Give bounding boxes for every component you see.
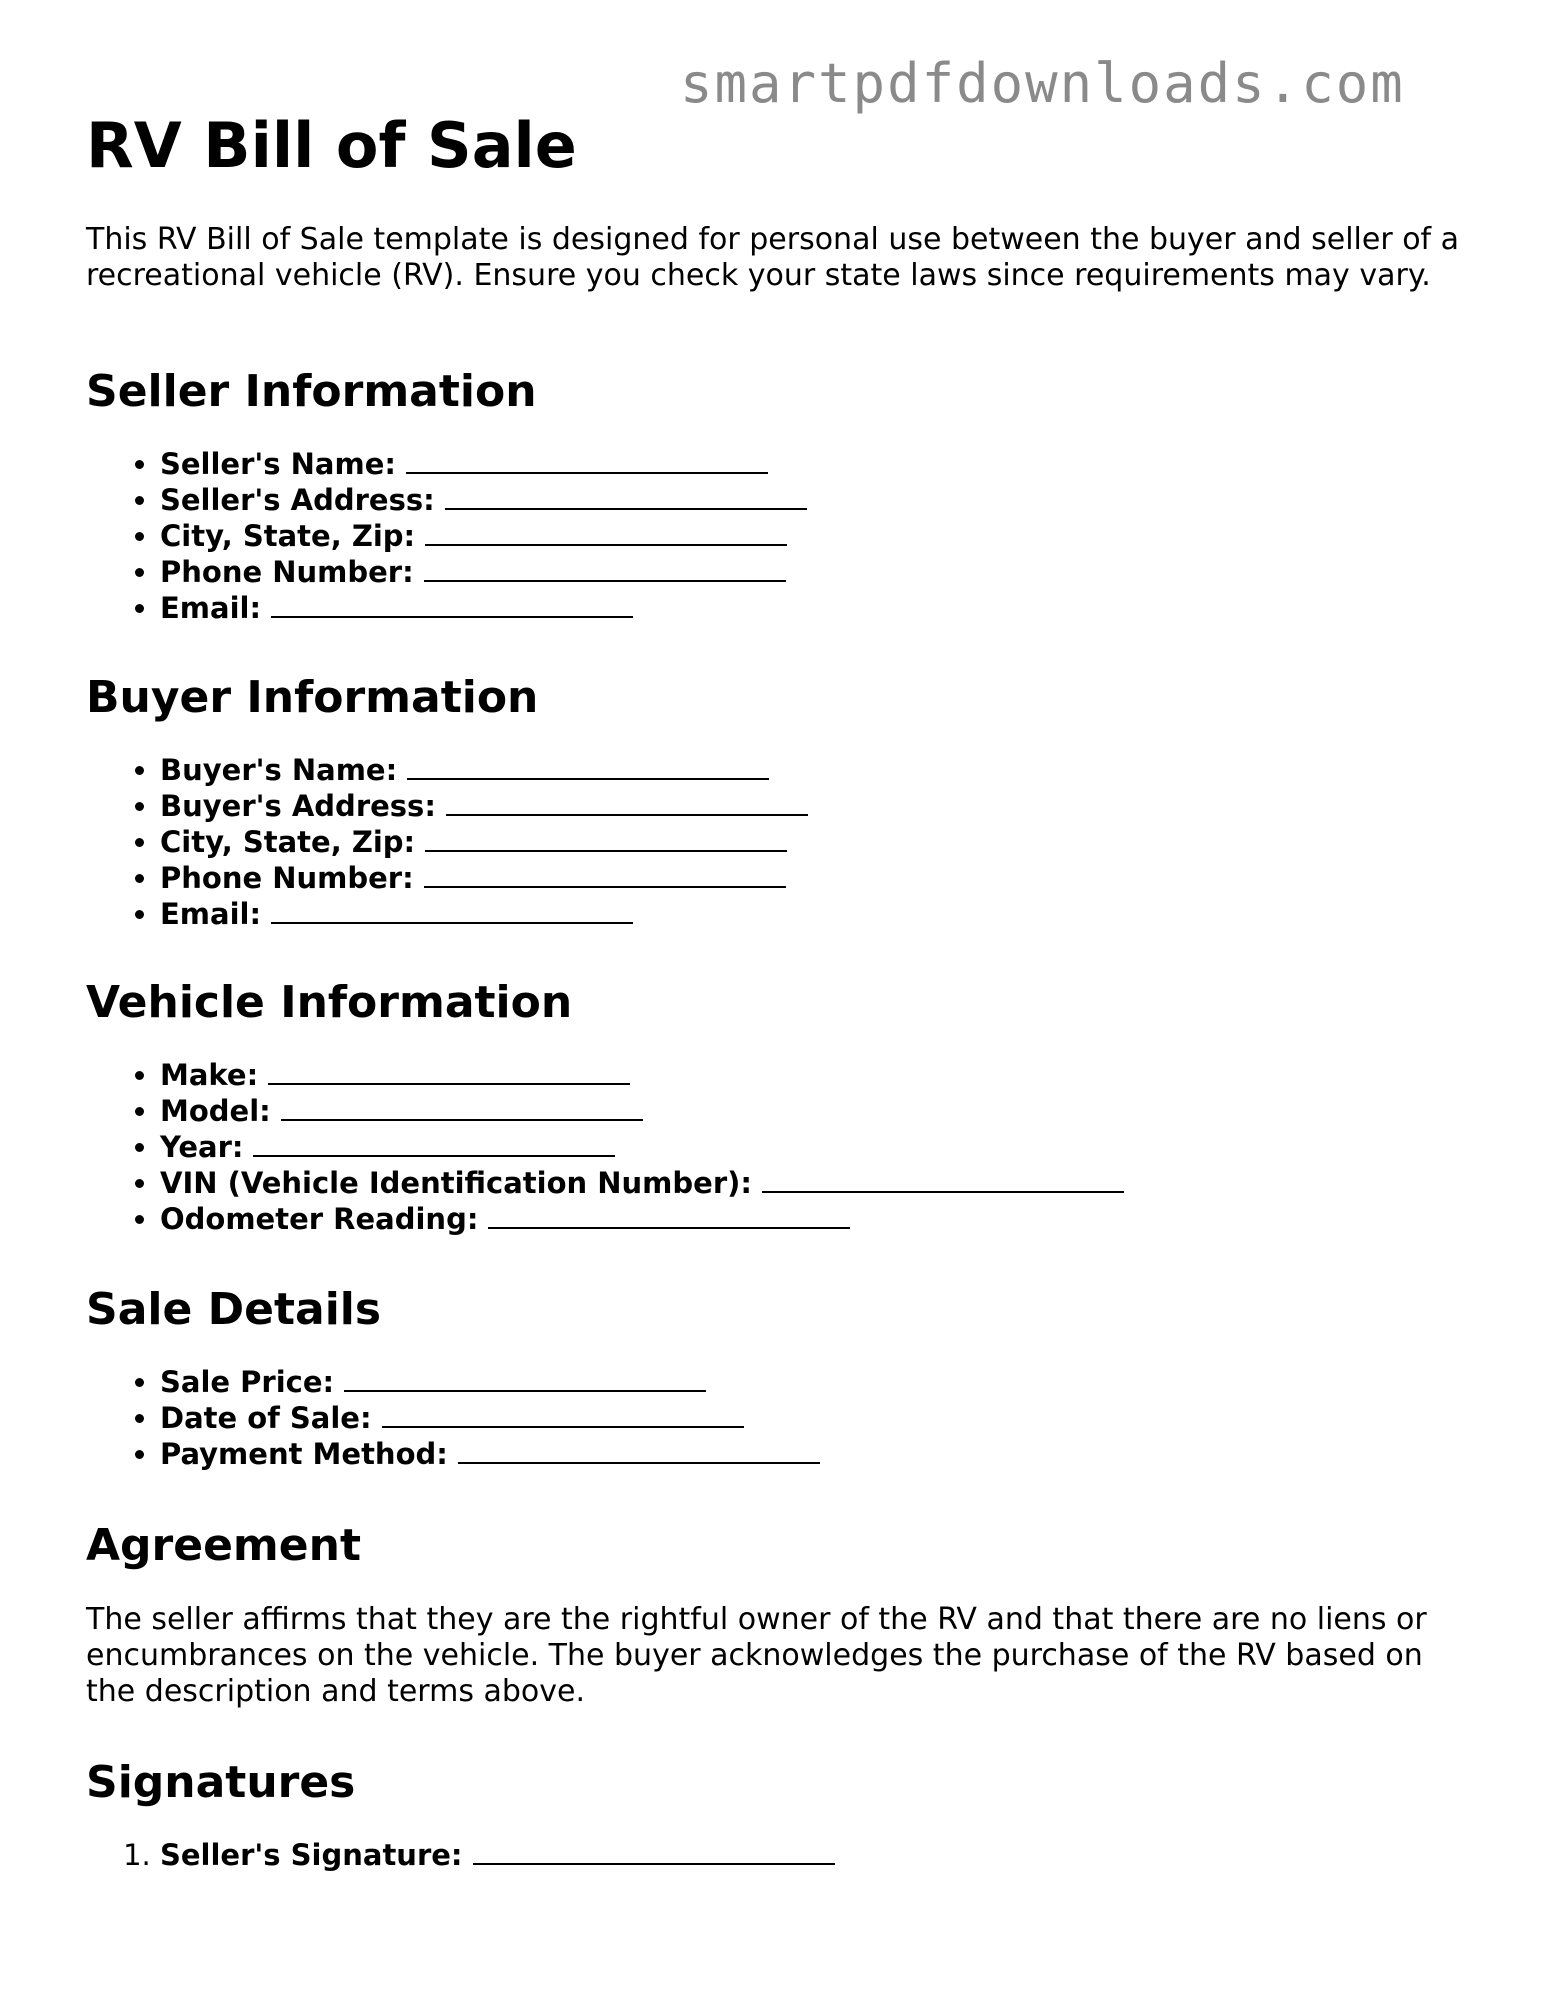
sale-price-field[interactable] [160,1364,1466,1400]
buyer-heading: Buyer Information [86,672,539,723]
vehicle-vin-field[interactable] [160,1165,1466,1201]
field-label: City, State, Zip: [160,825,416,859]
agreement-section [86,1518,1466,1710]
blank-line[interactable] [271,896,633,924]
signatures-section [86,1755,1466,1873]
buyer-phone-field[interactable] [160,860,1466,896]
agreement-paragraph: The seller affirms that they are the rightful owner of the RV and that there are no liens or encumbrances on the vehicle. The buyer acknowledges the purchase of the RV based on the description and terms above. [86,1602,1427,1709]
field-label: Seller's Signature: [160,1838,463,1872]
vehicle-field-list [86,1057,1466,1237]
buyer-name-field[interactable] [160,752,1466,788]
blank-line[interactable] [488,1201,850,1229]
field-label: Seller's Address: [160,483,435,517]
blank-line[interactable] [281,1093,643,1121]
buyer-field-list [86,752,1466,932]
vehicle-section [86,975,1466,1237]
field-label: Odometer Reading: [160,1202,479,1236]
blank-line[interactable] [762,1165,1124,1193]
buyer-email-field[interactable] [160,896,1466,932]
seller-address-field[interactable] [160,482,1466,518]
field-label: Email: [160,897,262,931]
agreement-heading: Agreement [86,1520,361,1571]
sale-date-field[interactable] [160,1400,1466,1436]
field-label: Date of Sale: [160,1401,372,1435]
blank-line[interactable] [271,590,633,618]
blank-line[interactable] [425,518,787,546]
blank-line[interactable] [407,752,769,780]
field-label: Phone Number: [160,861,414,895]
blank-line[interactable] [424,554,786,582]
vehicle-heading: Vehicle Information [86,977,573,1028]
vehicle-model-field[interactable] [160,1093,1466,1129]
blank-line[interactable] [425,824,787,852]
field-label: Phone Number: [160,555,414,589]
field-label: Buyer's Name: [160,753,398,787]
blank-line[interactable] [446,788,808,816]
seller-section [86,364,1466,626]
seller-phone-field[interactable] [160,554,1466,590]
field-label: Seller's Name: [160,447,396,481]
field-label: Payment Method: [160,1437,448,1471]
seller-field-list [86,446,1466,626]
blank-line[interactable] [253,1129,615,1157]
sale-section [86,1282,1466,1472]
blank-line[interactable] [406,446,768,474]
watermark: smartpdfdownloads.com [680,52,1405,115]
blank-line[interactable] [424,860,786,888]
seller-heading: Seller Information [86,366,537,417]
buyer-city-state-zip-field[interactable] [160,824,1466,860]
payment-method-field[interactable] [160,1436,1466,1472]
field-label: Sale Price: [160,1365,335,1399]
blank-line[interactable] [268,1057,630,1085]
blank-line[interactable] [458,1436,820,1464]
seller-name-field[interactable] [160,446,1466,482]
blank-line[interactable] [382,1400,744,1428]
blank-line[interactable] [344,1364,706,1392]
field-label: Buyer's Address: [160,789,436,823]
field-label: VIN (Vehicle Identification Number): [160,1166,752,1200]
signatures-field-list [86,1837,1466,1873]
seller-city-state-zip-field[interactable] [160,518,1466,554]
vehicle-make-field[interactable] [160,1057,1466,1093]
blank-line[interactable] [445,482,807,510]
signatures-heading: Signatures [86,1757,356,1808]
field-label: Make: [160,1058,259,1092]
field-label: Year: [160,1130,244,1164]
sale-heading: Sale Details [86,1284,382,1335]
seller-signature-field[interactable] [160,1837,1466,1873]
seller-email-field[interactable] [160,590,1466,626]
blank-line[interactable] [473,1837,835,1865]
vehicle-year-field[interactable] [160,1129,1466,1165]
intro-paragraph: This RV Bill of Sale template is designed for personal use between the buyer and seller of a recreational vehicle (RV). Ensure you check your state laws since requirements may vary. [86,222,1460,293]
field-label: Model: [160,1094,271,1128]
document-title: RV Bill of Sale [86,109,577,182]
field-label: Email: [160,591,262,625]
field-label: City, State, Zip: [160,519,416,553]
vehicle-odometer-field[interactable] [160,1201,1466,1237]
sale-field-list [86,1364,1466,1472]
buyer-section [86,670,1466,932]
buyer-address-field[interactable] [160,788,1466,824]
